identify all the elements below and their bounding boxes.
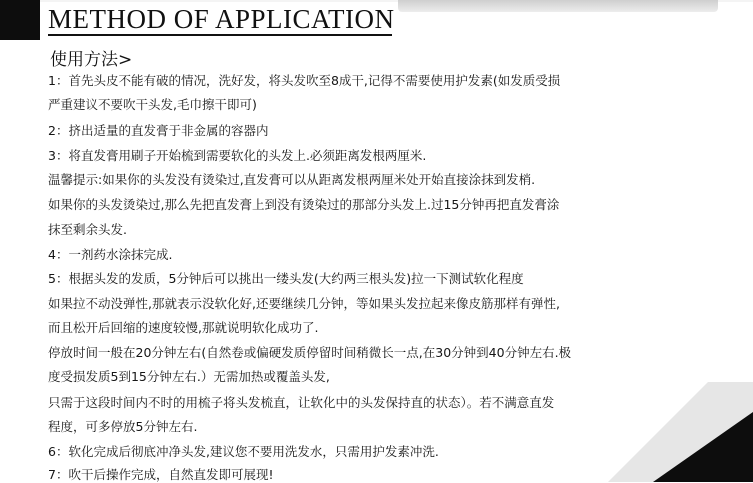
heading-underline <box>48 34 392 36</box>
instruction-line: 6：软化完成后彻底冲净头发,建议您不要用洗发水，只需用护发素冲洗. <box>48 444 439 459</box>
instruction-line: 程度，可多停放5分钟左右. <box>48 419 198 434</box>
section-subtitle: 使用方法> <box>50 50 133 70</box>
instruction-line: 3：将直发膏用刷子开始梳到需要软化的头发上.必须距离发根两厘米. <box>48 148 427 163</box>
instruction-line: 严重建议不要吹干头发,毛巾擦干即可) <box>48 97 257 112</box>
instruction-line: 2：挤出适量的直发膏于非金属的容器内 <box>48 123 269 138</box>
instruction-line: 7：吹干后操作完成，自然直发即可展现! <box>48 467 274 482</box>
instruction-line: 而且松开后回缩的速度较慢,那就说明软化成功了. <box>48 320 319 335</box>
instruction-line: 抹至剩余头发. <box>48 222 127 237</box>
instruction-line: 如果你的头发烫染过,那么先把直发膏上到没有烫染过的那部分头发上.过15分钟再把直发膏涂 <box>48 197 560 212</box>
corner-light-wedge <box>608 382 753 482</box>
instruction-line: 如果拉不动没弹性,那就表示没软化好,还要继续几分钟，等如果头发拉起来像皮筋那样有弹性, <box>48 296 560 311</box>
instruction-line: 只需于这段时间内不时的用梳子将头发梳直，让软化中的头发保持直的状态）。若不满意直发 <box>48 395 555 410</box>
top-left-dark-band <box>0 0 40 40</box>
corner-dark-wedge <box>653 412 753 482</box>
page-heading: METHOD OF APPLICATION <box>48 4 395 34</box>
photo-edge-decoration <box>398 0 718 12</box>
instruction-line: 温馨提示:如果你的头发没有烫染过,直发膏可以从距离发根两厘米处开始直接涂抹到发梢. <box>48 172 536 187</box>
instruction-line: 4：一剂药水涂抹完成. <box>48 247 173 262</box>
corner-decoration <box>593 382 753 482</box>
instruction-line: 1：首先头皮不能有破的情况，洗好发，将头发吹至8成干,记得不需要使用护发素(如发质受损 <box>48 73 561 88</box>
instruction-line: 5：根据头发的发质，5分钟后可以挑出一缕头发(大约两三根头发)拉一下测试软化程度 <box>48 271 524 286</box>
instruction-line: 度受损发质5到15分钟左右.）无需加热或覆盖头发, <box>48 369 330 384</box>
instruction-line: 停放时间一般在20分钟左右(自然卷或偏硬发质停留时间稍微长一点,在30分钟到40分钟左右.极 <box>48 345 572 360</box>
